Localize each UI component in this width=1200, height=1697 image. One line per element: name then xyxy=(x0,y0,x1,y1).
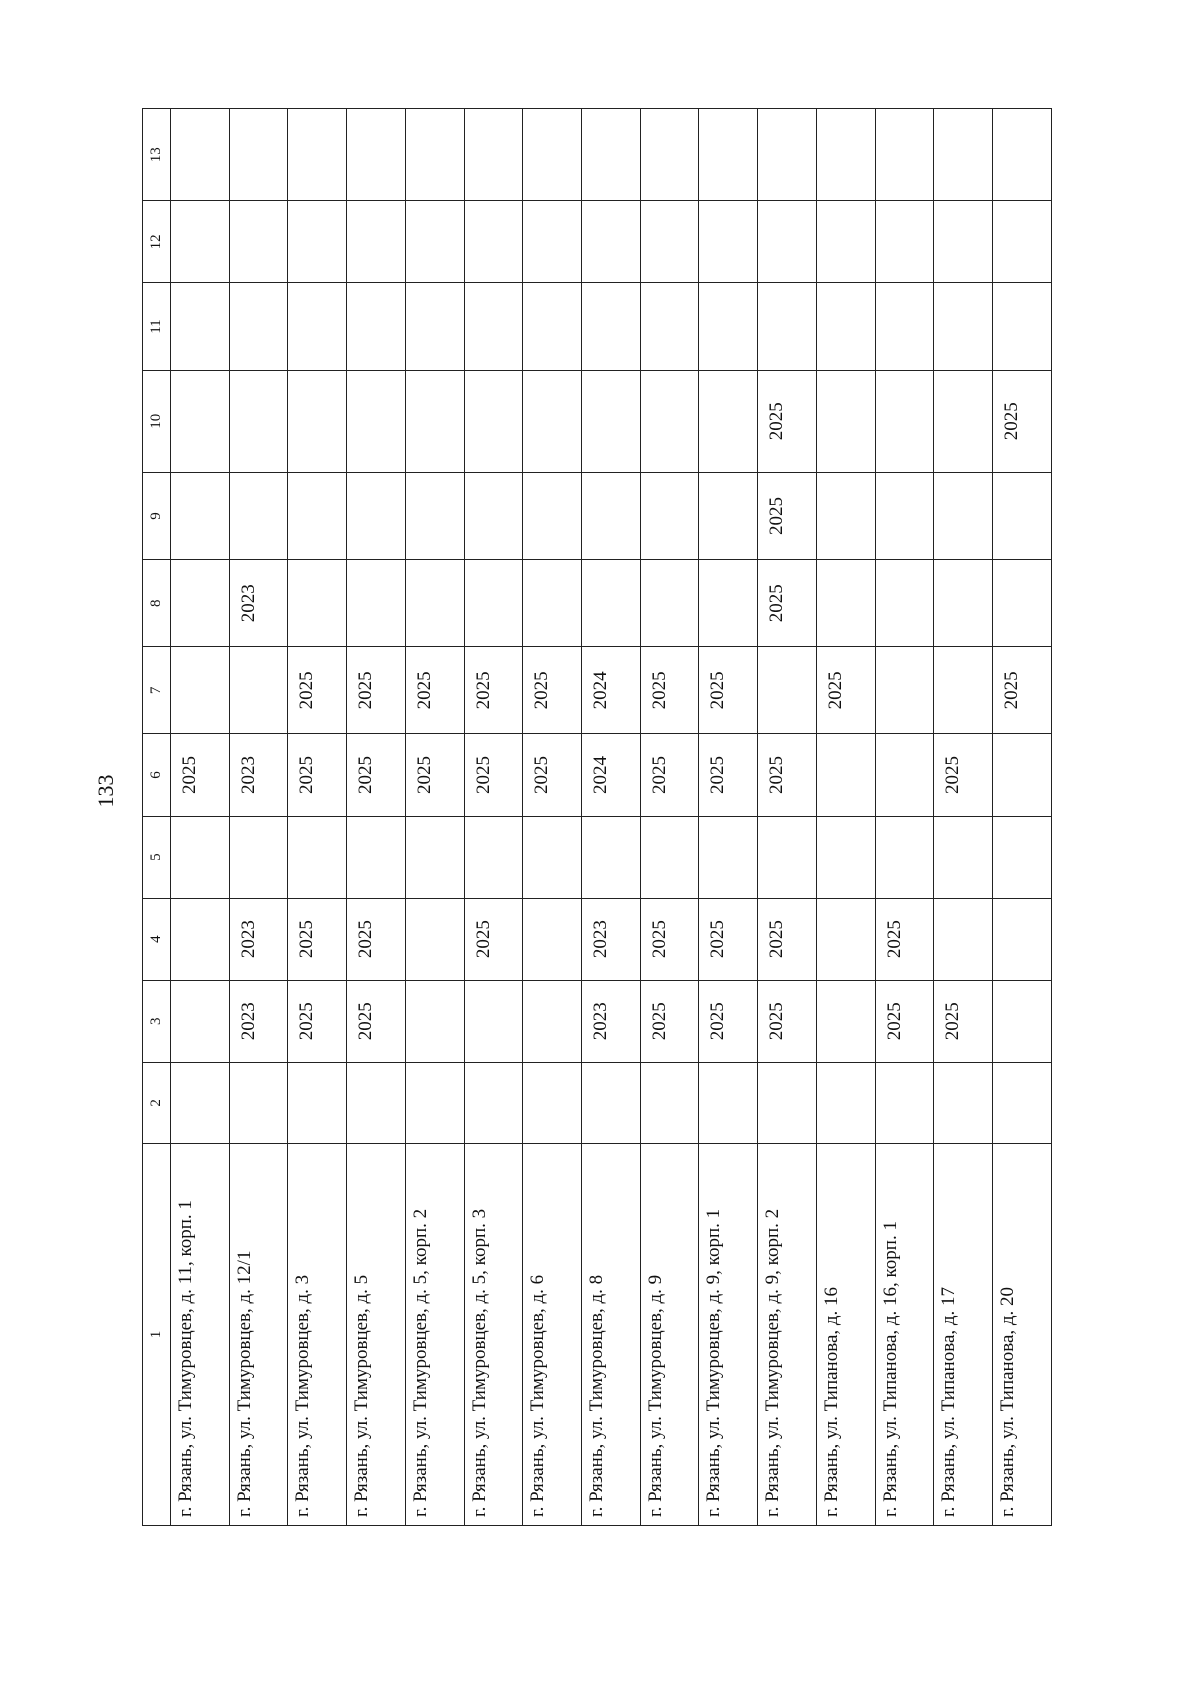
year-cell-col-2 xyxy=(699,1062,758,1143)
year-cell-col-7 xyxy=(229,647,288,734)
year-cell-col-12 xyxy=(875,201,934,283)
year-cell-col-12 xyxy=(523,201,582,283)
year-cell-col-13 xyxy=(171,109,230,201)
year-cell-col-8 xyxy=(699,560,758,647)
year-cell-col-10 xyxy=(640,370,699,472)
year-cell-col-13 xyxy=(405,109,464,201)
year-cell-col-9 xyxy=(640,472,699,559)
year-cell-col-10 xyxy=(582,370,641,472)
year-cell-col-3 xyxy=(523,980,582,1062)
year-cell-col-2 xyxy=(934,1062,993,1143)
year-cell-col-11 xyxy=(171,283,230,370)
year-cell-col-3: 2025 xyxy=(640,980,699,1062)
address-cell: г. Рязань, ул. Тимуровцев, д. 6 xyxy=(523,1143,582,1525)
year-cell-col-5 xyxy=(347,816,406,898)
year-cell-col-4: 2025 xyxy=(464,898,523,980)
year-cell-col-9 xyxy=(875,472,934,559)
year-cell-col-13 xyxy=(582,109,641,201)
year-cell-col-2 xyxy=(229,1062,288,1143)
schedule-table xyxy=(142,108,1052,1526)
year-cell-col-13 xyxy=(875,109,934,201)
year-cell-col-2 xyxy=(993,1062,1052,1143)
year-cell-col-11 xyxy=(405,283,464,370)
address-cell: г. Рязань, ул. Типанова, д. 17 xyxy=(934,1143,993,1525)
address-cell: г. Рязань, ул. Тимуровцев, д. 5, корп. 2 xyxy=(405,1143,464,1525)
year-cell-col-9 xyxy=(993,472,1052,559)
year-cell-col-7: 2025 xyxy=(464,647,523,734)
year-cell-col-13 xyxy=(816,109,875,201)
year-cell-col-6 xyxy=(993,734,1052,816)
year-cell-col-6 xyxy=(816,734,875,816)
year-cell-col-3 xyxy=(816,980,875,1062)
year-cell-col-4: 2023 xyxy=(582,898,641,980)
column-header-3: 3 xyxy=(143,980,171,1062)
year-cell-col-4 xyxy=(816,898,875,980)
address-cell: г. Рязань, ул. Тимуровцев, д. 9, корп. 2 xyxy=(758,1143,817,1525)
year-cell-col-12 xyxy=(405,201,464,283)
year-cell-col-4: 2025 xyxy=(640,898,699,980)
year-cell-col-9 xyxy=(229,472,288,559)
year-cell-col-5 xyxy=(816,816,875,898)
year-cell-col-11 xyxy=(934,283,993,370)
year-cell-col-10 xyxy=(171,370,230,472)
year-cell-col-6: 2025 xyxy=(405,734,464,816)
year-cell-col-8 xyxy=(405,560,464,647)
year-cell-col-13 xyxy=(993,109,1052,201)
year-cell-col-7 xyxy=(171,647,230,734)
year-cell-col-3 xyxy=(405,980,464,1062)
year-cell-col-13 xyxy=(523,109,582,201)
year-cell-col-11 xyxy=(229,283,288,370)
year-cell-col-5 xyxy=(582,816,641,898)
table-row xyxy=(405,109,464,1526)
year-cell-col-2 xyxy=(464,1062,523,1143)
year-cell-col-11 xyxy=(464,283,523,370)
year-cell-col-6 xyxy=(875,734,934,816)
column-header-12: 12 xyxy=(143,201,171,283)
year-cell-col-4 xyxy=(171,898,230,980)
year-cell-col-12 xyxy=(288,201,347,283)
year-cell-col-11 xyxy=(699,283,758,370)
year-cell-col-13 xyxy=(347,109,406,201)
column-header-10: 10 xyxy=(143,370,171,472)
year-cell-col-13 xyxy=(288,109,347,201)
year-cell-col-10 xyxy=(875,370,934,472)
address-cell: г. Рязань, ул. Типанова, д. 20 xyxy=(993,1143,1052,1525)
year-cell-col-9 xyxy=(582,472,641,559)
year-cell-col-7: 2025 xyxy=(699,647,758,734)
year-cell-col-12 xyxy=(171,201,230,283)
year-cell-col-3: 2025 xyxy=(347,980,406,1062)
address-cell: г. Рязань, ул. Тимуровцев, д. 5, корп. 3 xyxy=(464,1143,523,1525)
year-cell-col-6: 2023 xyxy=(229,734,288,816)
year-cell-col-2 xyxy=(288,1062,347,1143)
year-cell-col-7 xyxy=(758,647,817,734)
address-cell: г. Рязань, ул. Тимуровцев, д. 9, корп. 1 xyxy=(699,1143,758,1525)
year-cell-col-12 xyxy=(464,201,523,283)
year-cell-col-4: 2025 xyxy=(288,898,347,980)
year-cell-col-6: 2025 xyxy=(464,734,523,816)
year-cell-col-9 xyxy=(405,472,464,559)
year-cell-col-5 xyxy=(934,816,993,898)
year-cell-col-5 xyxy=(523,816,582,898)
year-cell-col-5 xyxy=(464,816,523,898)
year-cell-col-10 xyxy=(699,370,758,472)
year-cell-col-6: 2025 xyxy=(640,734,699,816)
year-cell-col-2 xyxy=(171,1062,230,1143)
year-cell-col-6: 2025 xyxy=(523,734,582,816)
year-cell-col-8 xyxy=(640,560,699,647)
year-cell-col-3: 2023 xyxy=(582,980,641,1062)
table-row xyxy=(171,109,230,1526)
address-cell: г. Рязань, ул. Тимуровцев, д. 12/1 xyxy=(229,1143,288,1525)
year-cell-col-11 xyxy=(758,283,817,370)
year-cell-col-5 xyxy=(993,816,1052,898)
year-cell-col-10 xyxy=(405,370,464,472)
year-cell-col-8 xyxy=(347,560,406,647)
year-cell-col-8 xyxy=(816,560,875,647)
year-cell-col-12 xyxy=(993,201,1052,283)
year-cell-col-8 xyxy=(464,560,523,647)
year-cell-col-4 xyxy=(523,898,582,980)
column-header-7: 7 xyxy=(143,647,171,734)
year-cell-col-9 xyxy=(171,472,230,559)
year-cell-col-5 xyxy=(758,816,817,898)
year-cell-col-5 xyxy=(640,816,699,898)
year-cell-col-6: 2025 xyxy=(758,734,817,816)
year-cell-col-10 xyxy=(816,370,875,472)
year-cell-col-12 xyxy=(699,201,758,283)
year-cell-col-4 xyxy=(934,898,993,980)
year-cell-col-9 xyxy=(347,472,406,559)
year-cell-col-8 xyxy=(582,560,641,647)
year-cell-col-10: 2025 xyxy=(993,370,1052,472)
year-cell-col-8 xyxy=(875,560,934,647)
year-cell-col-7: 2025 xyxy=(523,647,582,734)
column-header-5: 5 xyxy=(143,816,171,898)
column-header-1: 1 xyxy=(143,1143,171,1525)
address-cell: г. Рязань, ул. Типанова, д. 16 xyxy=(816,1143,875,1525)
page-number: 133 xyxy=(93,774,118,808)
address-cell: г. Рязань, ул. Тимуровцев, д. 11, корп. 1 xyxy=(171,1143,230,1525)
year-cell-col-4: 2025 xyxy=(758,898,817,980)
year-cell-col-8 xyxy=(993,560,1052,647)
table-row xyxy=(288,109,347,1526)
year-cell-col-7: 2025 xyxy=(347,647,406,734)
year-cell-col-3: 2025 xyxy=(875,980,934,1062)
year-cell-col-8 xyxy=(288,560,347,647)
table-row xyxy=(993,109,1052,1526)
year-cell-col-5 xyxy=(699,816,758,898)
address-cell: г. Рязань, ул. Тимуровцев, д. 9 xyxy=(640,1143,699,1525)
year-cell-col-12 xyxy=(934,201,993,283)
year-cell-col-9 xyxy=(523,472,582,559)
year-cell-col-10 xyxy=(523,370,582,472)
year-cell-col-11 xyxy=(993,283,1052,370)
year-cell-col-13 xyxy=(229,109,288,201)
year-cell-col-7: 2024 xyxy=(582,647,641,734)
year-cell-col-6: 2024 xyxy=(582,734,641,816)
year-cell-col-9 xyxy=(934,472,993,559)
year-cell-col-12 xyxy=(582,201,641,283)
year-cell-col-7: 2025 xyxy=(640,647,699,734)
year-cell-col-3 xyxy=(993,980,1052,1062)
year-cell-col-2 xyxy=(347,1062,406,1143)
year-cell-col-10 xyxy=(229,370,288,472)
year-cell-col-10 xyxy=(934,370,993,472)
year-cell-col-7: 2025 xyxy=(288,647,347,734)
table-row xyxy=(699,109,758,1526)
year-cell-col-2 xyxy=(523,1062,582,1143)
year-cell-col-5 xyxy=(229,816,288,898)
year-cell-col-6: 2025 xyxy=(699,734,758,816)
column-header-8: 8 xyxy=(143,560,171,647)
year-cell-col-13 xyxy=(699,109,758,201)
column-header-13: 13 xyxy=(143,109,171,201)
table-row xyxy=(816,109,875,1526)
year-cell-col-12 xyxy=(640,201,699,283)
table-row xyxy=(347,109,406,1526)
year-cell-col-4: 2025 xyxy=(875,898,934,980)
table-row xyxy=(464,109,523,1526)
year-cell-col-3 xyxy=(171,980,230,1062)
year-cell-col-7: 2025 xyxy=(405,647,464,734)
year-cell-col-9 xyxy=(699,472,758,559)
column-header-6: 6 xyxy=(143,734,171,816)
year-cell-col-12 xyxy=(347,201,406,283)
year-cell-col-2 xyxy=(582,1062,641,1143)
year-cell-col-3: 2025 xyxy=(288,980,347,1062)
year-cell-col-4: 2025 xyxy=(347,898,406,980)
year-cell-col-11 xyxy=(816,283,875,370)
rotated-table-container xyxy=(142,108,1052,1526)
year-cell-col-8: 2023 xyxy=(229,560,288,647)
year-cell-col-8 xyxy=(934,560,993,647)
header-row xyxy=(143,109,171,1526)
address-cell: г. Рязань, ул. Тимуровцев, д. 3 xyxy=(288,1143,347,1525)
table-row xyxy=(229,109,288,1526)
table-row xyxy=(875,109,934,1526)
year-cell-col-5 xyxy=(288,816,347,898)
year-cell-col-4 xyxy=(993,898,1052,980)
year-cell-col-11 xyxy=(640,283,699,370)
year-cell-col-6: 2025 xyxy=(347,734,406,816)
year-cell-col-2 xyxy=(816,1062,875,1143)
year-cell-col-2 xyxy=(875,1062,934,1143)
year-cell-col-7 xyxy=(875,647,934,734)
year-cell-col-12 xyxy=(229,201,288,283)
year-cell-col-13 xyxy=(934,109,993,201)
column-header-9: 9 xyxy=(143,472,171,559)
year-cell-col-3: 2025 xyxy=(699,980,758,1062)
address-cell: г. Рязань, ул. Типанова, д. 16, корп. 1 xyxy=(875,1143,934,1525)
year-cell-col-11 xyxy=(347,283,406,370)
year-cell-col-11 xyxy=(523,283,582,370)
year-cell-col-10: 2025 xyxy=(758,370,817,472)
year-cell-col-13 xyxy=(640,109,699,201)
year-cell-col-7: 2025 xyxy=(993,647,1052,734)
year-cell-col-10 xyxy=(288,370,347,472)
year-cell-col-11 xyxy=(875,283,934,370)
year-cell-col-5 xyxy=(171,816,230,898)
year-cell-col-8 xyxy=(171,560,230,647)
year-cell-col-7 xyxy=(934,647,993,734)
year-cell-col-2 xyxy=(405,1062,464,1143)
year-cell-col-3: 2025 xyxy=(934,980,993,1062)
table-row xyxy=(582,109,641,1526)
year-cell-col-6: 2025 xyxy=(934,734,993,816)
year-cell-col-5 xyxy=(875,816,934,898)
table-row xyxy=(758,109,817,1526)
year-cell-col-9: 2025 xyxy=(758,472,817,559)
year-cell-col-11 xyxy=(288,283,347,370)
year-cell-col-3: 2025 xyxy=(758,980,817,1062)
year-cell-col-13 xyxy=(758,109,817,201)
year-cell-col-9 xyxy=(464,472,523,559)
year-cell-col-13 xyxy=(464,109,523,201)
table-row xyxy=(934,109,993,1526)
year-cell-col-4 xyxy=(405,898,464,980)
table-row xyxy=(640,109,699,1526)
year-cell-col-8: 2025 xyxy=(758,560,817,647)
year-cell-col-4: 2025 xyxy=(699,898,758,980)
table-row xyxy=(523,109,582,1526)
address-cell: г. Рязань, ул. Тимуровцев, д. 8 xyxy=(582,1143,641,1525)
year-cell-col-6: 2025 xyxy=(288,734,347,816)
column-header-2: 2 xyxy=(143,1062,171,1143)
year-cell-col-10 xyxy=(347,370,406,472)
address-cell: г. Рязань, ул. Тимуровцев, д. 5 xyxy=(347,1143,406,1525)
year-cell-col-3: 2023 xyxy=(229,980,288,1062)
year-cell-col-2 xyxy=(758,1062,817,1143)
year-cell-col-12 xyxy=(816,201,875,283)
year-cell-col-4: 2023 xyxy=(229,898,288,980)
year-cell-col-8 xyxy=(523,560,582,647)
year-cell-col-5 xyxy=(405,816,464,898)
year-cell-col-12 xyxy=(758,201,817,283)
year-cell-col-3 xyxy=(464,980,523,1062)
column-header-4: 4 xyxy=(143,898,171,980)
year-cell-col-6: 2025 xyxy=(171,734,230,816)
table-body xyxy=(171,109,1052,1526)
year-cell-col-2 xyxy=(640,1062,699,1143)
table-header xyxy=(143,109,171,1526)
year-cell-col-11 xyxy=(582,283,641,370)
year-cell-col-7: 2025 xyxy=(816,647,875,734)
year-cell-col-9 xyxy=(816,472,875,559)
year-cell-col-9 xyxy=(288,472,347,559)
year-cell-col-10 xyxy=(464,370,523,472)
column-header-11: 11 xyxy=(143,283,171,370)
